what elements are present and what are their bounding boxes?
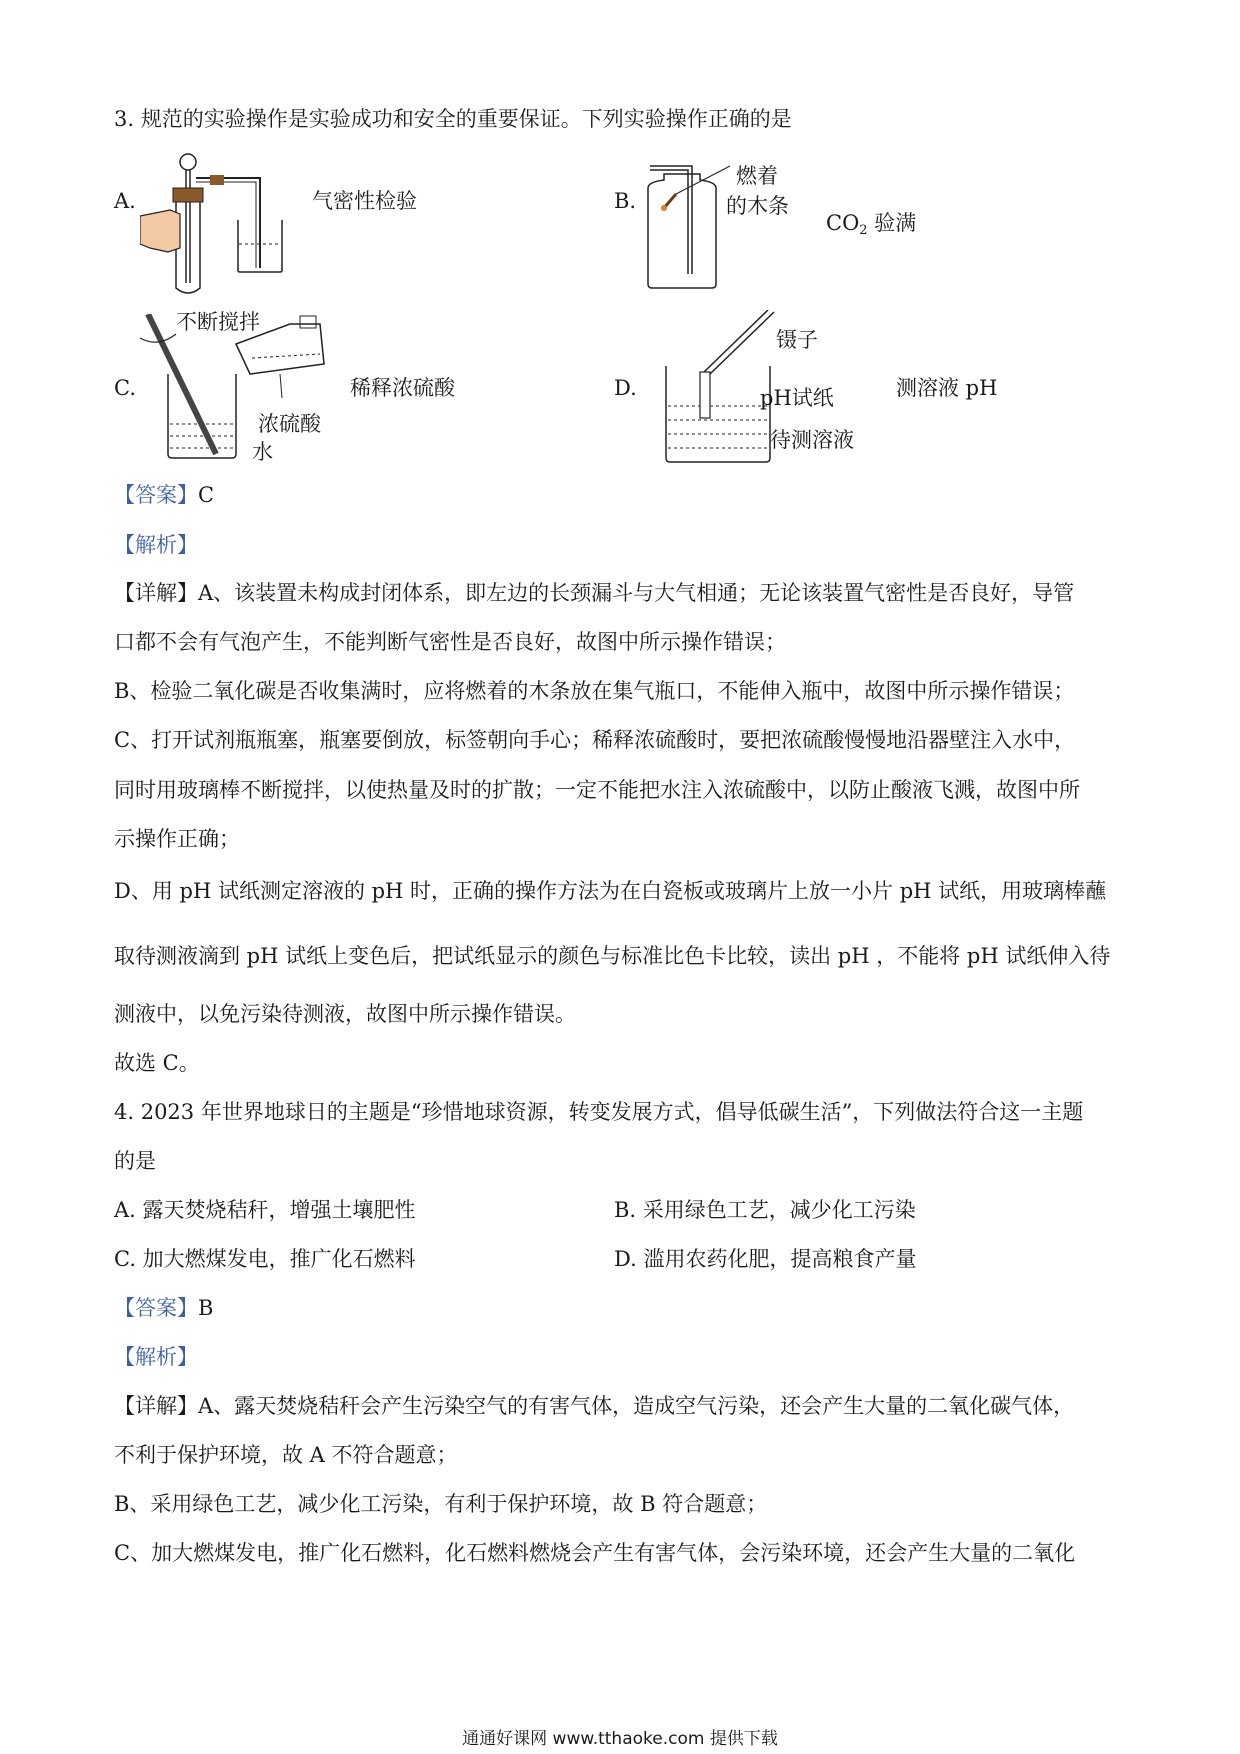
q3-option-b-fig-label-1: 燃着 [736,164,778,188]
q3-option-b-figure [640,164,730,294]
q3-detail-line-6: D、用 pH 试纸测定溶液的 pH 时，正确的操作方法为在白瓷板或玻璃片上放一小片 pH 试纸，用玻璃棒蘸 [114,879,1107,903]
q4-stem-line-1: 4. 2023 年世界地球日的主题是“珍惜地球资源，转变发展方式，倡导低碳生活”，下列做法符合这一主题 [114,1100,1084,1124]
q3-option-d-fig-label-solution: 待测溶液 [770,428,854,452]
q3-detail-line-8: 测液中，以免污染待测液，故图中所示操作错误。 [114,1002,576,1026]
q4-detail-line-1: 不利于保护环境，故 A 不符合题意； [114,1443,458,1467]
q4-detail-line-0: 【详解】A、露天焚烧秸秆会产生污染空气的有害气体，造成空气污染，还会产生大量的二氧化碳气体， [114,1394,1075,1418]
q4-stem-line-2: 的是 [114,1149,156,1173]
q4-option-c: C. 加大燃煤发电，推广化石燃料 [114,1247,416,1271]
q3-option-c-fig-label-stir: 不断搅拌 [176,310,260,334]
q3-option-c-fig-label-acid: 浓硫酸 [258,412,321,436]
q3-answer: 【答案】C [114,483,215,507]
q3-option-c-label: C. [114,376,136,400]
q4-answer: 【答案】B [114,1296,214,1320]
q3-option-d-label: D. [614,376,637,400]
q3-detail-line-1: 口都不会有气泡产生，不能判断气密性是否良好，故图中所示操作错误； [114,630,786,654]
q3-detail-line-0: 【详解】A、该装置未构成封闭体系，即左边的长颈漏斗与大气相通；无论该装置气密性是否良好，导管 [114,581,1075,605]
q3-option-c-figure [140,314,340,464]
q4-option-a: A. 露天焚烧秸秆，增强土壤肥性 [114,1198,416,1222]
q3-option-a-caption: 气密性检验 [312,189,417,213]
q3-option-a-label: A. [114,189,136,213]
q3-option-d-caption: 测溶液 pH [896,376,998,400]
q3-option-d-fig-label-paper: pH试纸 [760,386,834,410]
q3-option-b-fig-label-2: 的木条 [726,194,789,218]
q3-option-b-label: B. [614,189,637,213]
page-footer: 通通好课网 www.tthaoke.com 提供下载 [462,1729,778,1749]
q3-option-b-caption: $CO_2$ 验满 [826,211,917,238]
q3-detail-line-7: 取待测液滴到 pH 试纸上变色后，把试纸显示的颜色与标准比色卡比较，读出 pH ，不能将 pH 试纸伸入待 [114,944,1111,968]
q3-option-d-fig-label-tweezers: 镊子 [776,328,818,352]
q3-analysis-tag: 【解析】 [114,533,198,557]
q4-analysis-tag: 【解析】 [114,1345,198,1369]
q4-detail-line-3: C、加大燃煤发电，推广化石燃料，化石燃料燃烧会产生有害气体，会污染环境，还会产生大量的二氧化 [114,1541,1076,1565]
q4-option-d: D. 滥用农药化肥，提高粮食产量 [614,1247,917,1271]
q3-option-c-fig-label-water: 水 [252,440,273,464]
q3-option-c-caption: 稀释浓硫酸 [350,376,455,400]
q3-detail-line-2: B、检验二氧化碳是否收集满时，应将燃着的木条放在集气瓶口，不能伸入瓶中，故图中所示操作错误； [114,679,1075,703]
q3-detail-line-5: 示操作正确； [114,827,240,851]
q4-option-b: B. 采用绿色工艺，减少化工污染 [614,1198,916,1222]
q3-detail-line-4: 同时用玻璃棒不断搅拌，以使热量及时的扩散；一定不能把水注入浓硫酸中，以防止酸液飞溅，故图中所 [114,778,1080,802]
q3-detail-line-3: C、打开试剂瓶瓶塞，瓶塞要倒放，标签朝向手心；稀释浓硫酸时，要把浓硫酸慢慢地沿器壁注入水中， [114,728,1076,752]
q4-detail-line-2: B、采用绿色工艺，减少化工污染，有利于保护环境，故 B 符合题意； [114,1492,768,1516]
q3-stem: 3. 规范的实验操作是实验成功和安全的重要保证。下列实验操作正确的是 [114,107,792,131]
q3-option-a-figure [140,148,300,308]
q3-detail-line-9: 故选 C。 [114,1051,200,1075]
